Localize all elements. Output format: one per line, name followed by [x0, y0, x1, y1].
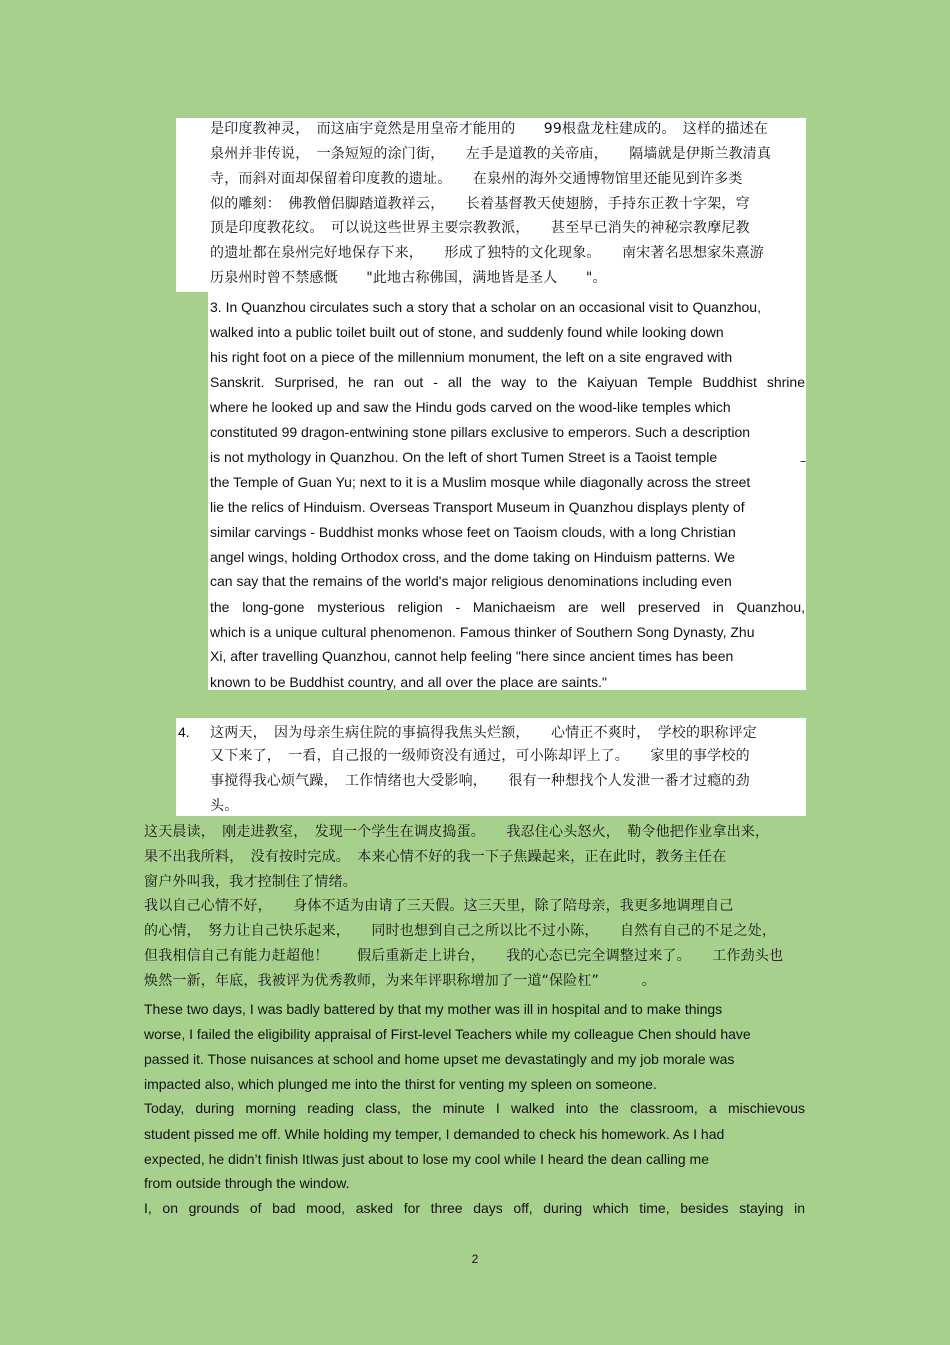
text-line: 的遗址都在泉州完好地保存下来， 形成了独特的文化现象。 南宋著名思想家朱熹游	[210, 245, 764, 261]
text-line: impacted also, which plunged me into the thirst for venting my spleen on someone.	[144, 1076, 657, 1092]
text-line: 顶是印度教花纹。 可以说这些世界主要宗教教派， 甚至早已消失的神秘宗教摩尼教	[210, 220, 750, 236]
text-line: 历泉州时曾不禁感慨 "此地古称佛国，满地皆是圣人 "。	[210, 270, 607, 286]
text-line: 这两天， 因为母亲生病住院的事搞得我焦头烂额， 心情正不爽时， 学校的职称评定	[210, 725, 757, 741]
text-line: 似的雕刻： 佛教僧侣脚踏道教祥云， 长着基督教天使翅膀，手持东正教十字架，穹	[210, 196, 750, 212]
text-line: 又下来了， 一看，自己报的一级师资没有通过，可小陈却评上了。 家里的事学校的	[210, 748, 750, 764]
text-line: lie the relics of Hinduism. Overseas Transport Museum in Quanzhou displays plenty of	[210, 499, 745, 515]
text-line: 3. In Quanzhou circulates such a story that a scholar on an occasional visit to Quanzhou,	[210, 299, 761, 315]
text-line: 我以自己心情不好， 身体不适为由请了三天假。这三天里，除了陪母亲，我更多地调理自己	[144, 898, 734, 914]
text-line: which is a unique cultural phenomenon. Famous thinker of Southern Song Dynasty, Zhu	[210, 624, 755, 640]
text-line: 事搅得我心烦气躁， 工作情绪也大受影响， 很有一种想找个人发泄一番才过瘾的劲	[210, 773, 750, 789]
item-number: 4.	[178, 724, 190, 740]
text-line: the long-gone mysterious religion - Manichaeism are well preserved in Quanzhou,	[210, 599, 805, 615]
text-line: 泉州并非传说， 一条短短的涂门街， 左手是道教的关帝庙， 隔墙就是伊斯兰教清真	[210, 146, 772, 162]
text-line: similar carvings - Buddhist monks whose feet on Taoism clouds, with a long Christian	[210, 524, 736, 540]
margin-dash: –	[800, 454, 806, 468]
text-line: 但我相信自己有能力赶超他！ 假后重新走上讲台， 我的心态已完全调整过来了。 工作劲头也	[144, 948, 784, 964]
text-line: Xi, after travelling Quanzhou, cannot help feeling "here since ancient times has been	[210, 648, 734, 664]
text-line: 头。	[210, 798, 239, 814]
text-line: the Temple of Guan Yu; next to it is a Muslim mosque while diagonally across the street	[210, 474, 751, 490]
text-line: where he looked up and saw the Hindu gods carved on the wood-like temples which	[210, 399, 731, 415]
text-line: student pissed me off. While holding my temper, I demanded to check his homework. As I had	[144, 1126, 725, 1142]
text-line: 焕然一新，年底，我被评为优秀教师，为来年评职称增加了一道“保险杠” 。	[144, 973, 656, 989]
text-line: known to be Buddhist country, and all over the place are saints."	[210, 674, 607, 690]
text-line: These two days, I was badly battered by that my mother was ill in hospital and to make things	[144, 1001, 723, 1017]
text-line: is not mythology in Quanzhou. On the left of short Tumen Street is a Taoist temple	[210, 449, 718, 465]
text-line: 的心情， 努力让自己快乐起来， 同时也想到自己之所以比不过小陈， 自然有自己的不足之处，	[144, 923, 777, 939]
text-line: 果不出我所料， 没有按时完成。 本来心情不好的我一下子焦躁起来，正在此时，教务主任在	[144, 849, 727, 865]
text-line: 寺，而斜对面却保留着印度教的遗址。 在泉州的海外交通博物馆里还能见到许多类	[210, 171, 743, 187]
text-line: can say that the remains of the world's major religious denominations including even	[210, 573, 732, 589]
text-line: from outside through the window.	[144, 1175, 350, 1191]
text-line: worse, I failed the eligibility appraisal of First-level Teachers while my colleague Chen should have	[144, 1026, 751, 1042]
text-line: Sanskrit. Surprised, he ran out - all the way to the Kaiyuan Temple Buddhist shrine	[210, 374, 805, 390]
text-line: walked into a public toilet built out of stone, and suddenly found while looking down	[210, 324, 724, 340]
text-line: I, on grounds of bad mood, asked for three days off, during which time, besides staying in	[144, 1200, 805, 1216]
text-line: 这天晨读， 刚走进教室， 发现一个学生在调皮捣蛋。 我忍住心头怒火， 勒令他把作业拿出来，	[144, 824, 770, 840]
text-line: his right foot on a piece of the millennium monument, the left on a site engraved with	[210, 349, 733, 365]
text-line: 窗户外叫我，我才控制住了情绪。	[144, 874, 357, 890]
text-line: 是印度教神灵， 而这庙宇竟然是用皇帝才能用的 99根盘龙柱建成的。 这样的描述在	[210, 121, 769, 137]
page-number: 2	[471, 1252, 479, 1266]
text-line: angel wings, holding Orthodox cross, and the dome taking on Hinduism patterns. We	[210, 549, 736, 565]
text-line: constituted 99 dragon-entwining stone pillars exclusive to emperors. Such a description	[210, 424, 751, 440]
text-line: passed it. Those nuisances at school and home upset me devastatingly and my job morale was	[144, 1051, 735, 1067]
text-line: Today, during morning reading class, the minute I walked into the classroom, a mischievous	[144, 1100, 805, 1116]
text-line: expected, he didn’t finish ItIwas just about to lose my cool while I heard the dean calling me	[144, 1151, 709, 1167]
